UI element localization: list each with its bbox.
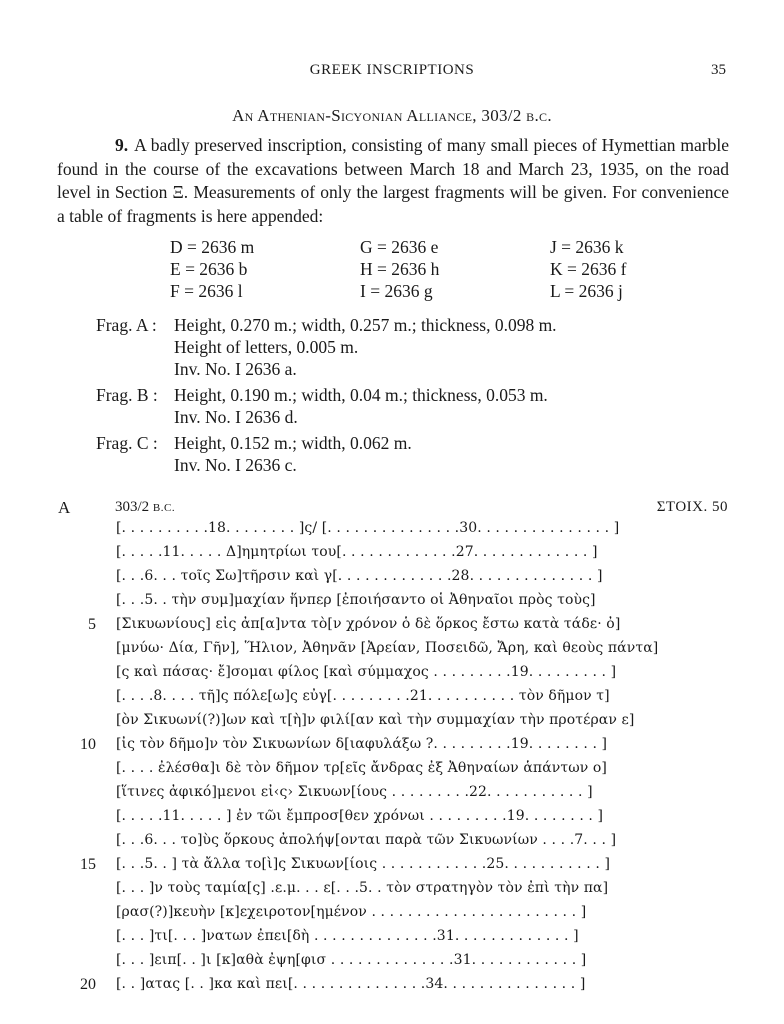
line-number: 15 bbox=[80, 856, 96, 873]
line-text: [. . . . .11. . . . . ] ἐν τῶι ἔμπροσ[θεν χρόνωι . . . . . . . . .19. . . . . . . . ] bbox=[116, 808, 604, 824]
fragment-table-row bbox=[170, 258, 650, 280]
inscription-line bbox=[0, 568, 784, 592]
inscription-line bbox=[0, 616, 784, 640]
stoichedon-count: ΣΤΟΙΧ. 50 bbox=[656, 499, 728, 515]
line-text: [ὸν Σικυωνί(?)]ων καὶ τ[ὴ]ν φιλί[αν καὶ τὴν συμμαχίαν τὴν προτέραν ε] bbox=[116, 712, 635, 728]
fragment-table-cell: E = 2636 b bbox=[170, 259, 248, 279]
fragment-line: Inv. No. I 2636 a. bbox=[174, 359, 297, 379]
inscription-line bbox=[0, 832, 784, 856]
inscription-line bbox=[0, 760, 784, 784]
inscription-line bbox=[0, 856, 784, 880]
line-text: [. . .5. . τὴν συμ]μαχίαν ἥνπερ [ἐποιήσαντο οἱ Ἀθηναῖοι πρὸς τοὺς] bbox=[116, 592, 596, 608]
line-text: [. . . ]τι[. . . ]νατων ἐπει[δὴ . . . . . . . . . . . . . .31. . . . . . . . . . . . . ] bbox=[116, 928, 579, 944]
fragment-table-cell: G = 2636 e bbox=[360, 237, 439, 257]
fragment-table-cell: K = 2636 f bbox=[550, 259, 627, 279]
inscription-line bbox=[0, 688, 784, 712]
fragment-line: Inv. No. I 2636 c. bbox=[174, 455, 297, 475]
fragment-label: Frag. A : bbox=[96, 315, 157, 335]
fragment-line: Height, 0.270 m.; width, 0.257 m.; thickness, 0.098 m. bbox=[174, 315, 557, 335]
inscription-header bbox=[58, 498, 728, 520]
line-number: 5 bbox=[88, 616, 96, 633]
intro-paragraph bbox=[57, 134, 729, 228]
fragment-table-cell: J = 2636 k bbox=[550, 237, 624, 257]
inscription-line bbox=[0, 712, 784, 736]
inscription-line bbox=[0, 976, 784, 1000]
line-text: [. . .5. . ] τὰ ἄλλα το[ὶ]ς Σικυων[ίοις . . . . . . . . . . . .25. . . . . . . . . . . ] bbox=[116, 856, 611, 872]
intro-text: A badly preserved inscription, consisting of many small pieces of Hymettian marble found in the course of the excavations between March 18 and March 23, 1935, on the road level in Section Ξ. Measurements of only the largest fragments will be given. For convenience a table of fragments is here appended: bbox=[57, 135, 729, 226]
line-text: [ς καὶ πάσας· ἔ]σομαι φίλος [καὶ σύμμαχος . . . . . . . . .19. . . . . . . . . ] bbox=[116, 664, 617, 680]
inscription-line bbox=[0, 952, 784, 976]
line-text: [. . .6. . . τοῖς Σω]τῆρσιν καὶ γ[. . . . . . . . . . . . .28. . . . . . . . . . . . . . ] bbox=[116, 568, 603, 584]
fragment-table-cell: D = 2636 m bbox=[170, 237, 255, 257]
fragment-table-cell: H = 2636 h bbox=[360, 259, 440, 279]
fragment-line: Height of letters, 0.005 m. bbox=[174, 337, 359, 357]
fragment-label: Frag. C : bbox=[96, 433, 158, 453]
running-head bbox=[0, 62, 784, 82]
line-text: [. . . . ἐλέσθα]ι δὲ τὸν δῆμον τρ[εῖς ἄνδρας ἐξ Ἀθηναίων ἁπάντων ο] bbox=[116, 760, 607, 776]
inscription-line bbox=[0, 904, 784, 928]
line-number: 20 bbox=[80, 976, 96, 993]
line-text: [. . . ]ειπ[. . ]ι [κ]αθὰ ἐψη[φισ . . . . . . . . . . . . . .31. . . . . . . . . . . . ] bbox=[116, 952, 587, 968]
line-text: [. . . .8. . . . τῆ]ς πόλε[ω]ς εὐγ[. . . . . . . . .21. . . . . . . . . . τὸν δῆμον τ] bbox=[116, 688, 610, 704]
page-number: 35 bbox=[711, 62, 726, 78]
inscription-line bbox=[0, 784, 784, 808]
fragment-a-description bbox=[96, 314, 716, 380]
fragment-table-cell: F = 2636 l bbox=[170, 281, 243, 301]
line-text: [ἰς τὸν δῆμο]ν τὸν Σικυωνίων δ[ιαφυλάξω ?. . . . . . . . .19. . . . . . . . ] bbox=[116, 736, 608, 752]
line-text: [ρασ(?)]κευὴν [κ]εχειροτον[ημένον . . . . . . . . . . . . . . . . . . . . . . . ] bbox=[116, 904, 587, 920]
fragment-table-row bbox=[170, 236, 650, 258]
fragment-b-description bbox=[96, 384, 716, 428]
fragment-table-row bbox=[170, 280, 650, 302]
line-text: [. . . . . . . . . .18. . . . . . . . ]ς/ [. . . . . . . . . . . . . . .30. . . . . . . . . . . . . . . ] bbox=[116, 520, 620, 536]
fragment-line: Inv. No. I 2636 d. bbox=[174, 407, 298, 427]
inscription-line bbox=[0, 640, 784, 664]
line-text: [. . . ]ν τοὺς ταμία[ς] .ε.μ. . . ε[. . .5. . τὸν στρατηγὸν τὸν ἐπὶ τὴν πα] bbox=[116, 880, 609, 896]
inscription-line bbox=[0, 592, 784, 616]
inscription-line bbox=[0, 544, 784, 568]
fragment-c-description bbox=[96, 432, 716, 476]
inscription-line bbox=[0, 664, 784, 688]
inscription-line bbox=[0, 808, 784, 832]
inscription-line bbox=[0, 520, 784, 544]
fragment-table-cell: I = 2636 g bbox=[360, 281, 433, 301]
fragment-table-cell: L = 2636 j bbox=[550, 281, 623, 301]
fragment-table bbox=[170, 236, 650, 302]
inscription-line bbox=[0, 880, 784, 904]
fragment-label: Frag. B : bbox=[96, 385, 158, 405]
inscription-date-era: B.C. bbox=[152, 502, 176, 514]
inscription-line bbox=[0, 736, 784, 760]
line-text: [. . .6. . . το]ὺς ὅρκους ἀπολήψ[ονται παρὰ τῶν Σικυωνίων . . . .7. . . ] bbox=[116, 832, 617, 848]
line-text: [. . . . .11. . . . . Δ]ημητρίωι του[. . . . . . . . . . . . .27. . . . . . . . . . . . . ] bbox=[116, 544, 598, 560]
article-title: An Athenian-Sicyonian Alliance, 303/2 b.c. bbox=[232, 106, 552, 125]
line-text: [μνύω· Δία, Γῆν], Ἥλιον, Ἀθηνᾶν [Ἀρείαν, Ποσειδῶ, Ἄρη, καὶ θεοὺς πάντα] bbox=[116, 640, 659, 656]
inscription-date-number: 303/2 bbox=[115, 499, 150, 515]
inscription-date bbox=[115, 499, 175, 516]
inscription-fragment-letter: A bbox=[58, 498, 71, 517]
inscription-number: 9. bbox=[115, 135, 129, 155]
fragment-line: Height, 0.190 m.; width, 0.04 m.; thickness, 0.053 m. bbox=[174, 385, 548, 405]
inscription-line bbox=[0, 928, 784, 952]
line-text: [Σικυωνίους] εἰς ἀπ[α]ντα τὸ[ν χρόνον ὁ δὲ ὅρκος ἔστω κατὰ τάδε· ὀ] bbox=[116, 616, 621, 632]
running-title: GREEK INSCRIPTIONS bbox=[309, 62, 475, 78]
line-text: [. . ]ατας [. . ]κα καὶ πει[. . . . . . . . . . . . . . .34. . . . . . . . . . . . . . . ] bbox=[116, 976, 586, 992]
line-number: 10 bbox=[80, 736, 96, 753]
fragment-line: Height, 0.152 m.; width, 0.062 m. bbox=[174, 433, 412, 453]
line-text: [ἵτινες ἀφικό]μενοι εἰ‹ς› Σικυων[ίους . . . . . . . . .22. . . . . . . . . . . ] bbox=[116, 784, 593, 800]
